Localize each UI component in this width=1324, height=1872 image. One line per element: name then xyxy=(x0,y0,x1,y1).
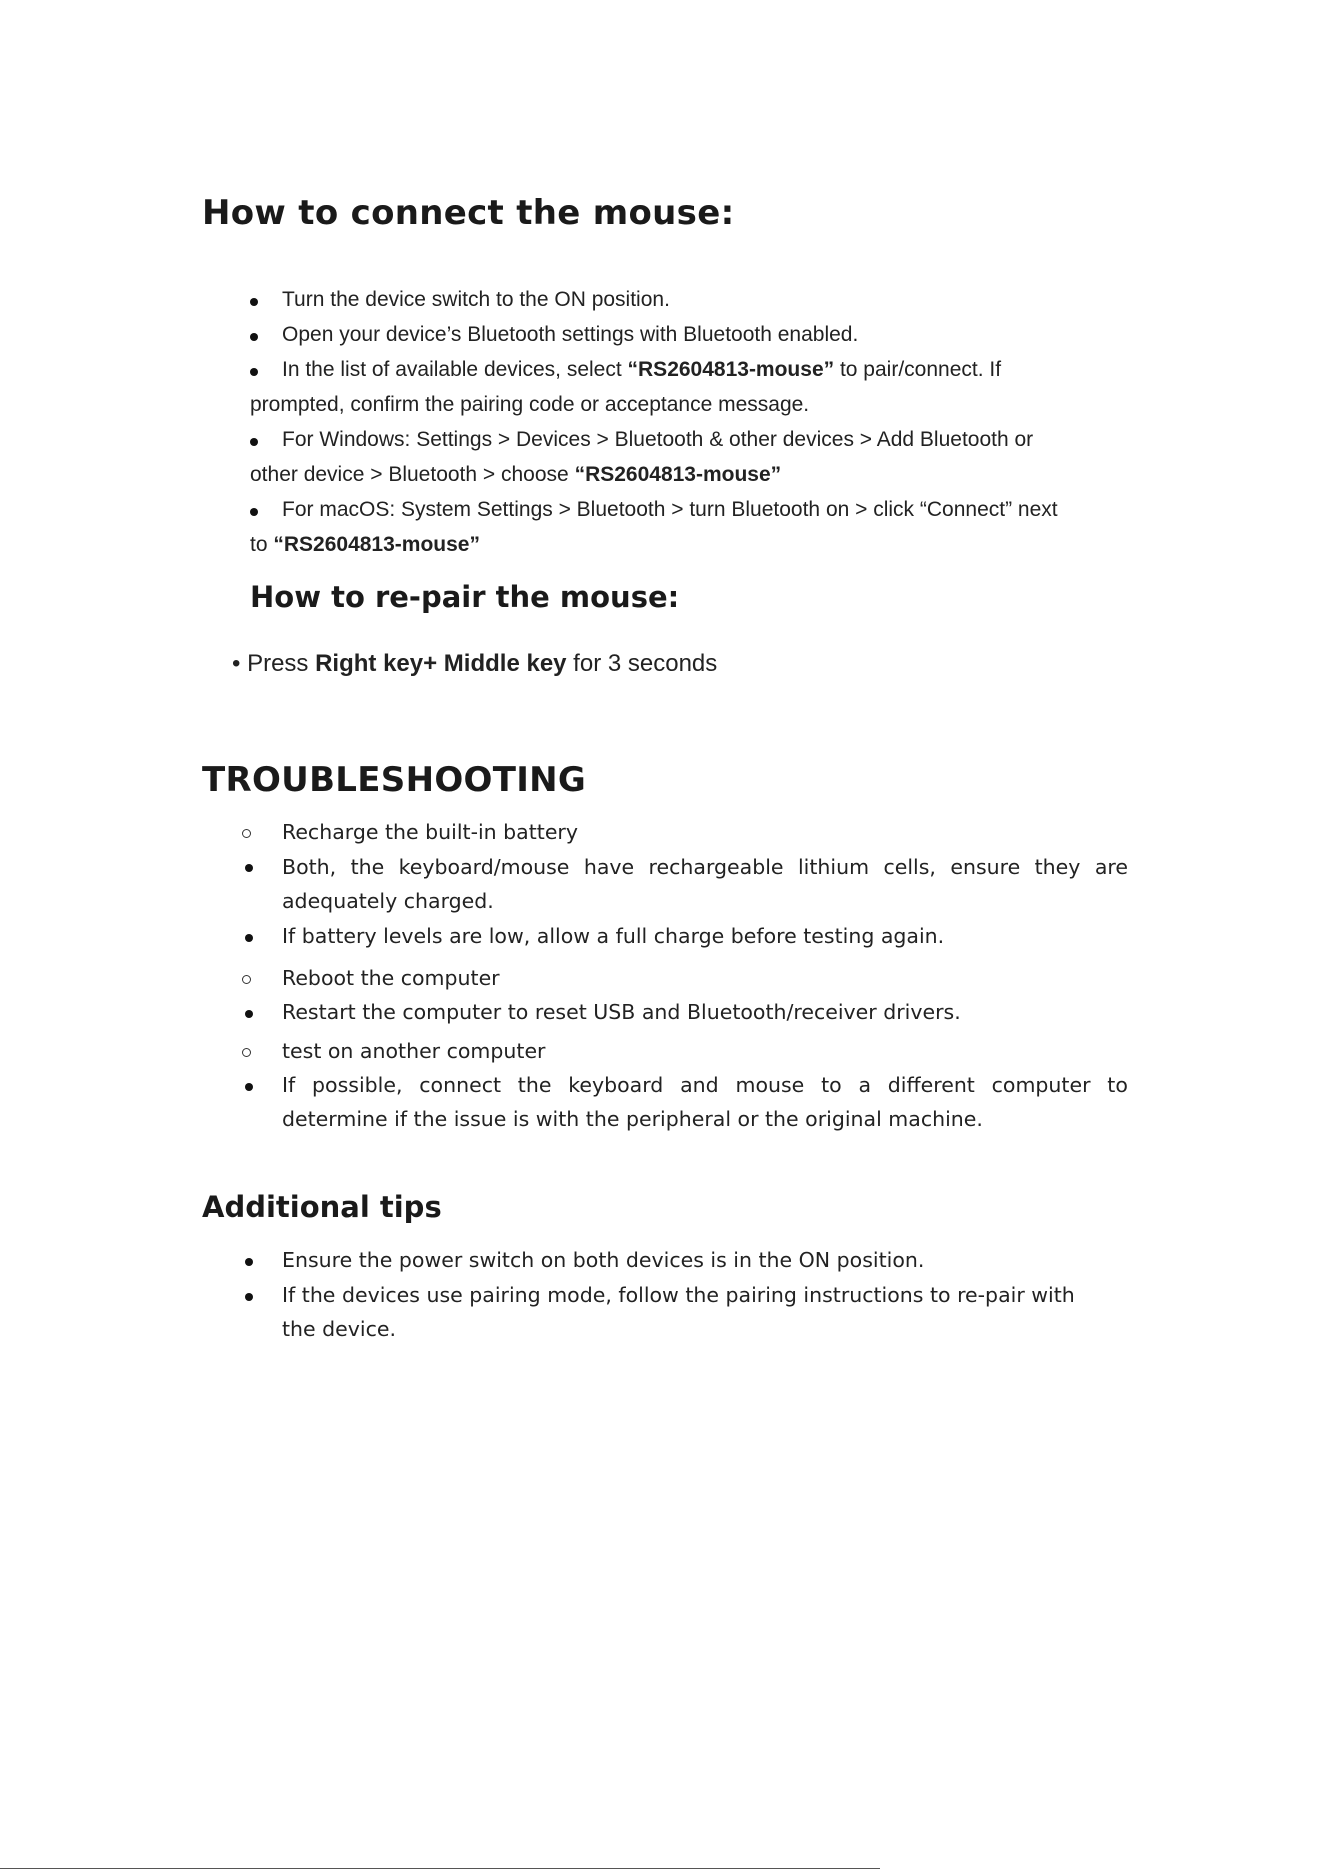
word: the xyxy=(350,855,385,879)
connect-step-4: For Windows: Settings > Devices > Bluetooth & other devices > Add Bluetooth or xyxy=(282,428,1034,451)
word: have xyxy=(583,855,635,879)
repair-pre: Press xyxy=(247,650,316,677)
word: computer xyxy=(991,1073,1091,1097)
repair-bullet: • xyxy=(232,650,241,677)
bullet-marker xyxy=(245,1293,253,1301)
repair-keys: Right key+ Middle key xyxy=(315,650,567,677)
troubleshoot-item-4: Reboot the computer xyxy=(282,966,500,990)
bullet-marker xyxy=(245,1083,253,1091)
word: rechargeable xyxy=(648,855,784,879)
word: cells, xyxy=(883,855,936,879)
bullet-marker xyxy=(245,934,253,942)
connect-step-2: Open your device’s Bluetooth settings with Bluetooth enabled. xyxy=(282,323,859,346)
connect-step-4-cont-pre: other device > Bluetooth > choose xyxy=(250,463,575,486)
device-name: “RS2604813-mouse” xyxy=(574,463,782,486)
word: and xyxy=(680,1073,719,1097)
bullet-marker xyxy=(245,1010,253,1018)
ring-marker xyxy=(242,829,251,838)
tip-item-1: Ensure the power switch on both devices is in the ON position. xyxy=(282,1248,925,1272)
tip-item-2-cont: the device. xyxy=(282,1317,397,1341)
word: keyboard/mouse xyxy=(398,855,570,879)
device-name: “RS2604813-mouse” xyxy=(627,358,835,381)
word: a xyxy=(858,1073,871,1097)
heading-troubleshooting: TROUBLESHOOTING xyxy=(202,760,587,800)
troubleshoot-item-2 xyxy=(282,853,1128,881)
bullet-marker xyxy=(250,368,258,376)
connect-step-3-cont: prompted, confirm the pairing code or acceptance message. xyxy=(250,393,810,416)
tip-item-2: If the devices use pairing mode, follow the pairing instructions to re-pair with xyxy=(282,1283,1075,1307)
troubleshoot-item-6: test on another computer xyxy=(282,1039,546,1063)
repair-instruction xyxy=(232,650,717,678)
ring-marker xyxy=(242,1048,251,1057)
connect-step-3-pre: In the list of available devices, select xyxy=(282,358,628,381)
word: lithium xyxy=(797,855,870,879)
word: ensure xyxy=(950,855,1021,879)
troubleshoot-item-5: Restart the computer to reset USB and Bluetooth/receiver drivers. xyxy=(282,1000,961,1024)
word: possible, xyxy=(312,1073,403,1097)
connect-step-3 xyxy=(282,356,1001,384)
connect-step-3-post: to pair/connect. If xyxy=(834,358,1002,381)
bullet-marker xyxy=(250,508,258,516)
connect-step-5-cont-pre: to xyxy=(250,533,274,556)
troubleshoot-item-1: Recharge the built-in battery xyxy=(282,820,578,844)
connect-step-1: Turn the device switch to the ON position. xyxy=(282,288,670,311)
bullet-marker xyxy=(245,864,253,872)
connect-step-5-cont xyxy=(250,531,480,559)
heading-repair: How to re-pair the mouse: xyxy=(250,580,680,614)
word: connect xyxy=(419,1073,502,1097)
bullet-marker xyxy=(250,438,258,446)
word: different xyxy=(887,1073,975,1097)
ring-marker xyxy=(242,975,251,984)
word: to xyxy=(1107,1073,1128,1097)
device-name: “RS2604813-mouse” xyxy=(273,533,480,556)
connect-step-5: For macOS: System Settings > Bluetooth > turn Bluetooth on > click “Connect” next xyxy=(282,498,1058,521)
troubleshoot-item-3: If battery levels are low, allow a full charge before testing again. xyxy=(282,924,945,948)
troubleshoot-item-2-cont: adequately charged. xyxy=(282,889,494,913)
word: keyboard xyxy=(568,1073,664,1097)
troubleshoot-item-7-cont: determine if the issue is with the peripheral or the original machine. xyxy=(282,1107,983,1131)
word: Both, xyxy=(282,855,337,879)
heading-connect: How to connect the mouse: xyxy=(202,193,735,233)
word: If xyxy=(282,1073,296,1097)
bullet-marker xyxy=(250,298,258,306)
word: they xyxy=(1034,855,1081,879)
word: are xyxy=(1094,855,1128,879)
word: to xyxy=(821,1073,842,1097)
word: the xyxy=(517,1073,552,1097)
troubleshoot-item-7 xyxy=(282,1071,1128,1099)
connect-step-4-cont xyxy=(250,461,781,489)
repair-post: for 3 seconds xyxy=(566,650,718,677)
word: mouse xyxy=(735,1073,805,1097)
heading-additional-tips: Additional tips xyxy=(202,1190,442,1224)
bullet-marker xyxy=(250,333,258,341)
footer-rule xyxy=(0,1868,880,1869)
bullet-marker xyxy=(245,1258,253,1266)
